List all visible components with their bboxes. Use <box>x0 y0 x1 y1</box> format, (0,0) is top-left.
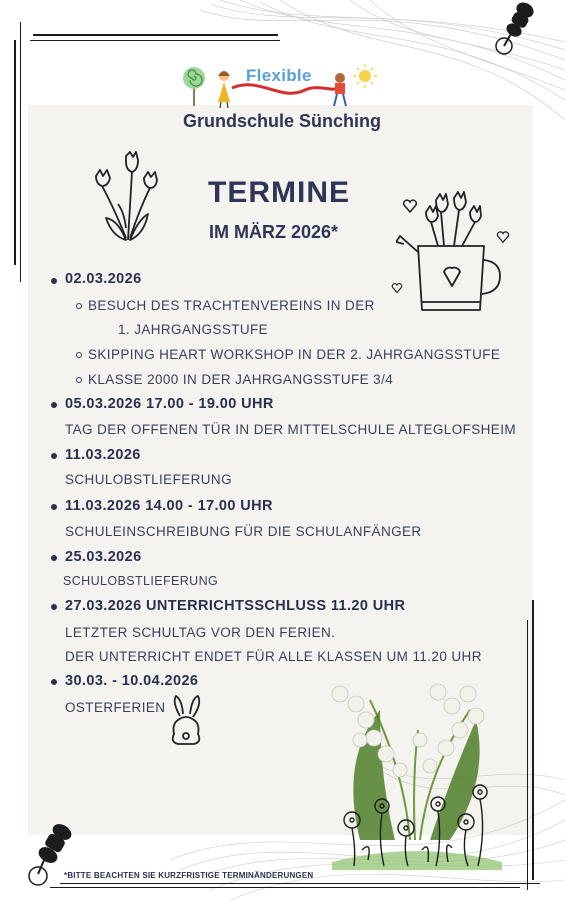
event-text: LETZTER SCHULTAG VOR DEN FERIEN. <box>65 625 336 640</box>
event-text: OSTERFERIEN <box>65 700 166 715</box>
footnote: *BITTE BEACHTEN SIE KURZFRISTIGE TERMINÄNDERUNGEN <box>64 871 314 880</box>
frame-line <box>33 34 278 36</box>
event-text: SCHULOBSTLIEFERUNG <box>63 574 219 588</box>
event-text: TAG DER OFFENEN TÜR IN DER MITTELSCHULE ALTEGLOFSHEIM <box>65 422 517 437</box>
event-date: 05.03.2026 17.00 - 19.00 UHR <box>65 396 274 412</box>
sub-bullet-icon <box>76 377 82 383</box>
event-sub-item: BESUCH DES TRACHTENVEREINS IN DER <box>88 298 375 313</box>
frame-line <box>30 40 280 41</box>
event-date: 25.03.2026 <box>65 549 142 565</box>
frame-line <box>60 883 540 884</box>
bullet-icon <box>51 278 57 284</box>
bullet-icon <box>51 604 57 610</box>
bullet-icon <box>51 504 57 510</box>
paper-background <box>28 105 533 835</box>
event-date: 11.03.2026 <box>65 447 141 463</box>
frame-line <box>527 620 528 890</box>
frame-line <box>532 600 534 880</box>
event-sub-item: KLASSE 2000 IN DER JAHRGANGSSTUFE 3/4 <box>88 372 394 387</box>
page-title: TERMINE <box>208 176 350 209</box>
event-date: 02.03.2026 <box>65 271 142 287</box>
event-date: 11.03.2026 14.00 - 17.00 UHR <box>65 498 273 514</box>
event-text: SCHULOBSTLIEFERUNG <box>65 472 232 487</box>
event-date: 30.03. - 10.04.2026 <box>65 673 199 689</box>
event-text: DER UNTERRICHT ENDET FÜR ALLE KLASSEN UM 11.20 UHR <box>65 649 482 664</box>
sub-bullet-icon <box>76 303 82 309</box>
event-sub-item: SKIPPING HEART WORKSHOP IN DER 2. JAHRGANGSSTUFE <box>88 347 501 362</box>
frame-line <box>14 40 16 265</box>
event-date: 27.03.2026 UNTERRICHTSSCHLUSS 11.20 UHR <box>65 598 406 614</box>
bullet-icon <box>51 453 57 459</box>
frame-line <box>20 22 21 282</box>
event-text: SCHULEINSCHREIBUNG FÜR DIE SCHULANFÄNGER <box>65 524 422 539</box>
sub-bullet-icon <box>76 352 82 358</box>
school-logo <box>180 62 385 134</box>
bullet-icon <box>51 679 57 685</box>
event-sub-item: 1. JAHRGANGSSTUFE <box>118 322 269 337</box>
bullet-icon <box>51 402 57 408</box>
bullet-icon <box>51 555 57 561</box>
logo-word-flexible: Flexible <box>246 66 312 85</box>
logo-school-name: Grundschule Sünching <box>183 111 382 131</box>
frame-line <box>50 887 520 888</box>
page-subtitle: IM MÄRZ 2026* <box>209 222 339 242</box>
push-pin-icon <box>492 0 542 60</box>
